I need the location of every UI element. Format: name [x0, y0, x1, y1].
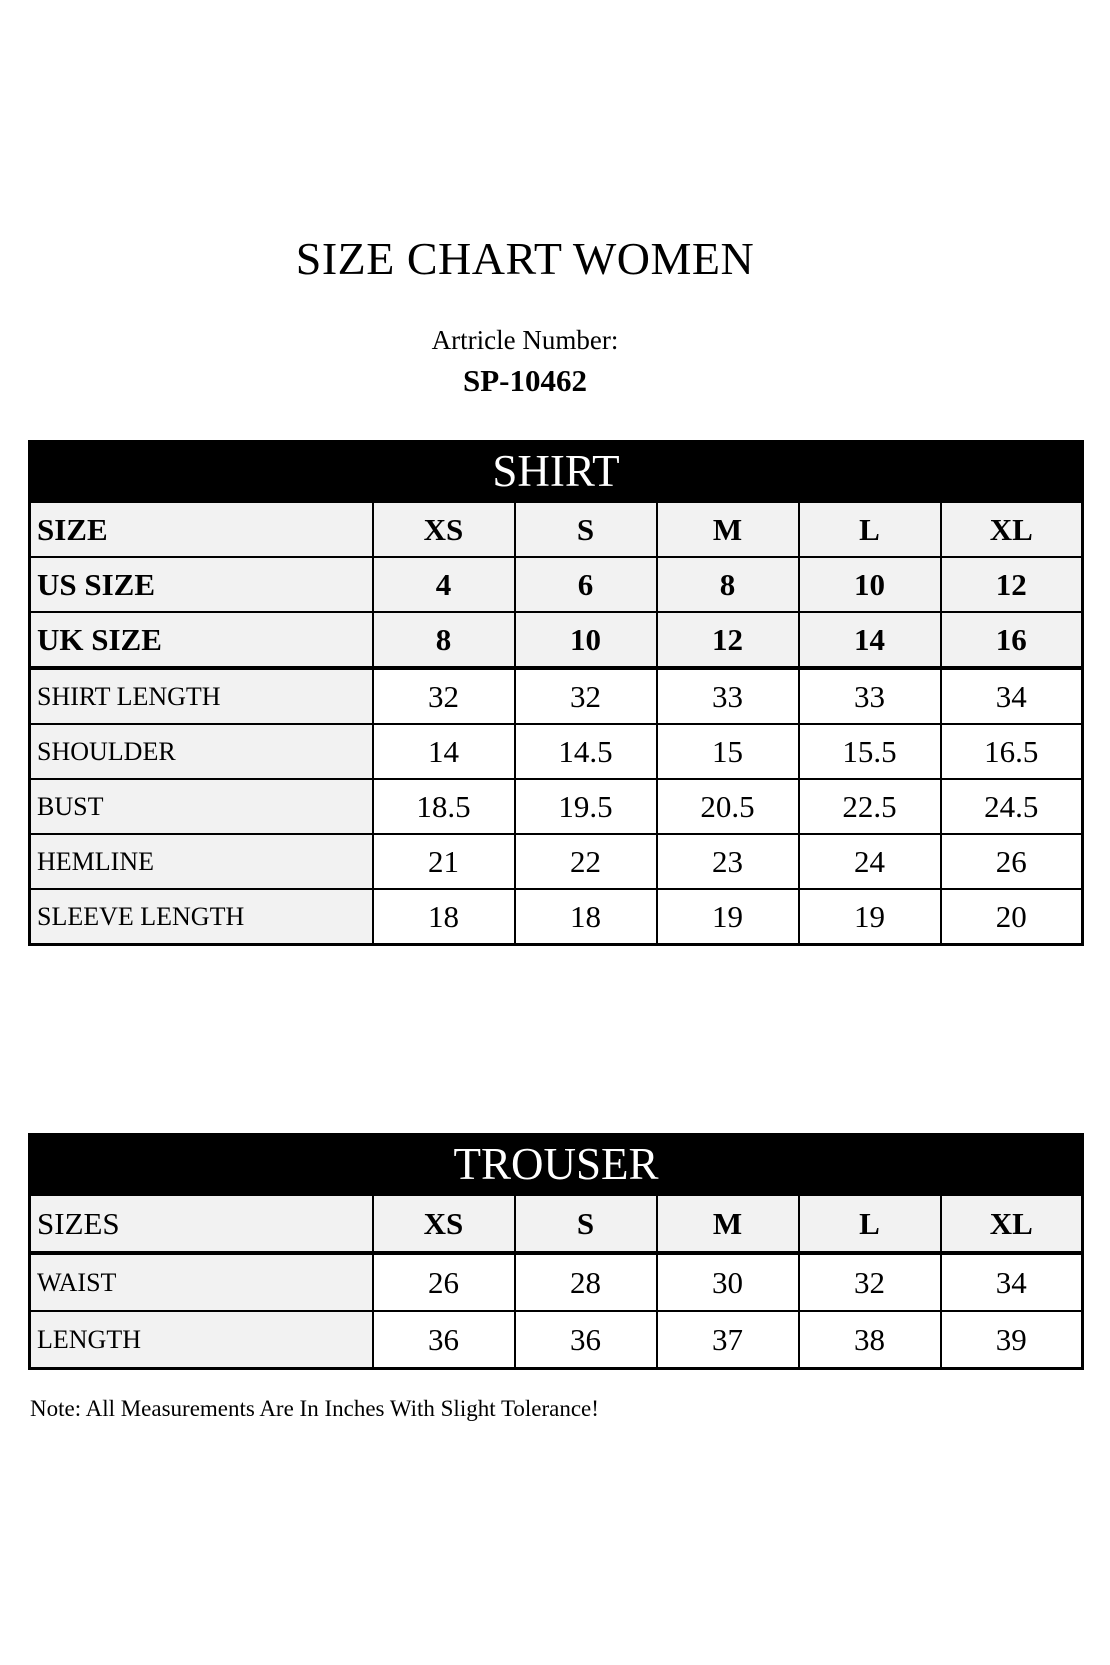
- cell-shoulder-1: 14.5: [515, 724, 657, 779]
- cell-size-4: XL: [941, 502, 1083, 558]
- cell-us-size-4: 12: [941, 557, 1083, 612]
- cell-uk-size-4: 16: [941, 612, 1083, 668]
- cell-uk-size-2: 12: [657, 612, 799, 668]
- shirt-table-body: [30, 502, 1083, 945]
- row-waist: [30, 1253, 1083, 1311]
- article-number-value: SP-10462: [463, 362, 587, 398]
- cell-sizes-4: XL: [941, 1195, 1083, 1254]
- cell-shirt-length-3: 33: [799, 668, 941, 724]
- row-length: [30, 1311, 1083, 1369]
- trouser-table-body: [30, 1195, 1083, 1369]
- row-label-length: LENGTH: [30, 1311, 373, 1369]
- cell-waist-3: 32: [799, 1253, 941, 1311]
- shirt-table-band: [30, 442, 1083, 502]
- row-uk-size: [30, 612, 1083, 668]
- cell-us-size-3: 10: [799, 557, 941, 612]
- article-number-label: Artricle Number:: [431, 324, 619, 355]
- row-hemline: [30, 834, 1083, 889]
- row-label-hemline: HEMLINE: [30, 834, 373, 889]
- cell-bust-1: 19.5: [515, 779, 657, 834]
- cell-sleeve-length-4: 20: [941, 889, 1083, 945]
- cell-bust-3: 22.5: [799, 779, 941, 834]
- document-header: [28, 234, 1022, 398]
- cell-sizes-2: M: [657, 1195, 799, 1254]
- cell-hemline-4: 26: [941, 834, 1083, 889]
- cell-bust-2: 20.5: [657, 779, 799, 834]
- cell-hemline-1: 22: [515, 834, 657, 889]
- cell-length-3: 38: [799, 1311, 941, 1369]
- cell-size-2: M: [657, 502, 799, 558]
- shirt-table-title: SHIRT: [30, 442, 1083, 502]
- cell-uk-size-1: 10: [515, 612, 657, 668]
- row-label-shirt-length: SHIRT LENGTH: [30, 668, 373, 724]
- cell-shoulder-3: 15.5: [799, 724, 941, 779]
- trouser-table-title: TROUSER: [30, 1135, 1083, 1195]
- cell-bust-0: 18.5: [373, 779, 515, 834]
- measurement-note: Note: All Measurements Are In Inches With Slight Tolerance!: [30, 1396, 599, 1421]
- cell-shirt-length-2: 33: [657, 668, 799, 724]
- cell-waist-4: 34: [941, 1253, 1083, 1311]
- cell-sizes-0: XS: [373, 1195, 515, 1254]
- cell-length-1: 36: [515, 1311, 657, 1369]
- row-label-sizes: SIZES: [30, 1195, 373, 1254]
- trouser-size-table: [28, 1133, 1084, 1370]
- row-label-sleeve-length: SLEEVE LENGTH: [30, 889, 373, 945]
- cell-sleeve-length-0: 18: [373, 889, 515, 945]
- cell-shirt-length-0: 32: [373, 668, 515, 724]
- cell-bust-4: 24.5: [941, 779, 1083, 834]
- cell-waist-2: 30: [657, 1253, 799, 1311]
- cell-shoulder-4: 16.5: [941, 724, 1083, 779]
- cell-sleeve-length-3: 19: [799, 889, 941, 945]
- row-sleeve-length: [30, 889, 1083, 945]
- row-sizes: [30, 1195, 1083, 1254]
- cell-waist-0: 26: [373, 1253, 515, 1311]
- row-shirt-length: [30, 668, 1083, 724]
- trouser-table-band: [30, 1135, 1083, 1195]
- cell-us-size-1: 6: [515, 557, 657, 612]
- row-us-size: [30, 557, 1083, 612]
- row-label-waist: WAIST: [30, 1253, 373, 1311]
- cell-us-size-0: 4: [373, 557, 515, 612]
- row-label-us-size: US SIZE: [30, 557, 373, 612]
- cell-shirt-length-4: 34: [941, 668, 1083, 724]
- cell-shoulder-2: 15: [657, 724, 799, 779]
- cell-length-0: 36: [373, 1311, 515, 1369]
- cell-uk-size-3: 14: [799, 612, 941, 668]
- cell-sizes-1: S: [515, 1195, 657, 1254]
- cell-shirt-length-1: 32: [515, 668, 657, 724]
- cell-sleeve-length-1: 18: [515, 889, 657, 945]
- row-label-bust: BUST: [30, 779, 373, 834]
- cell-hemline-0: 21: [373, 834, 515, 889]
- row-label-shoulder: SHOULDER: [30, 724, 373, 779]
- cell-size-1: S: [515, 502, 657, 558]
- page-title: SIZE CHART WOMEN: [295, 233, 755, 284]
- cell-size-0: XS: [373, 502, 515, 558]
- cell-uk-size-0: 8: [373, 612, 515, 668]
- cell-sleeve-length-2: 19: [657, 889, 799, 945]
- cell-hemline-2: 23: [657, 834, 799, 889]
- cell-waist-1: 28: [515, 1253, 657, 1311]
- cell-hemline-3: 24: [799, 834, 941, 889]
- cell-sizes-3: L: [799, 1195, 941, 1254]
- cell-length-2: 37: [657, 1311, 799, 1369]
- row-bust: [30, 779, 1083, 834]
- cell-shoulder-0: 14: [373, 724, 515, 779]
- shirt-size-table: [28, 440, 1084, 946]
- row-label-uk-size: UK SIZE: [30, 612, 373, 668]
- cell-size-3: L: [799, 502, 941, 558]
- row-label-size: SIZE: [30, 502, 373, 558]
- cell-length-4: 39: [941, 1311, 1083, 1369]
- row-size: [30, 502, 1083, 558]
- cell-us-size-2: 8: [657, 557, 799, 612]
- row-shoulder: [30, 724, 1083, 779]
